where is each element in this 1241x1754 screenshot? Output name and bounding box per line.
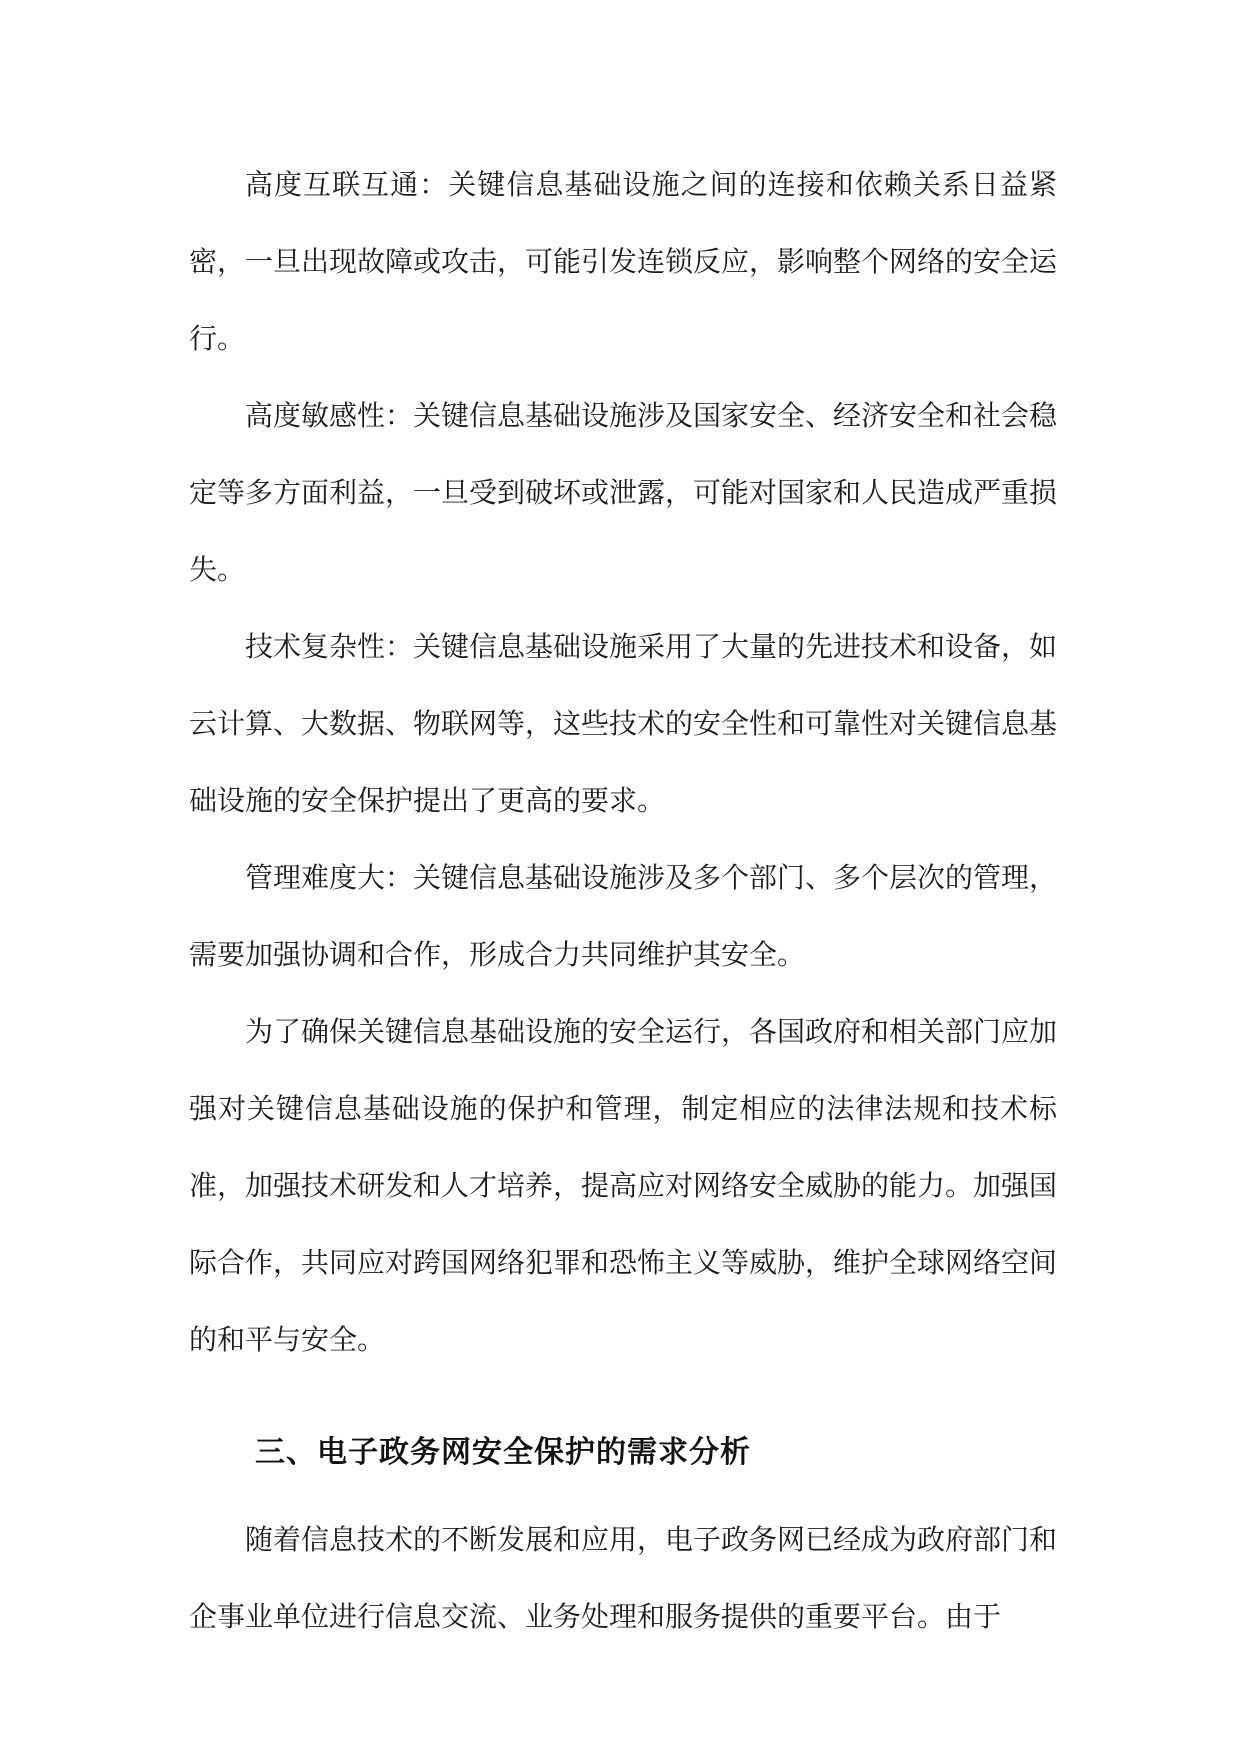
- paragraph-complexity: 技术复杂性：关键信息基础设施采用了大量的先进技术和设备，如云计算、大数据、物联网等，这些技术的安全性和可靠性对关键信息基础设施的安全保护提出了更高的要求。: [189, 630, 1058, 817]
- paragraph-sensitivity: 高度敏感性：关键信息基础设施涉及国家安全、经济安全和社会稳定等多方面利益，一旦受到破坏或泄露，可能对国家和人民造成严重损失。: [189, 399, 1058, 586]
- document-body: [189, 146, 1057, 1655]
- paragraph-interconnection: 高度互联互通：关键信息基础设施之间的连接和依赖关系日益紧密，一旦出现故障或攻击，可能引发连锁反应，影响整个网络的安全运行。: [189, 168, 1058, 355]
- paragraph-intro: 随着信息技术的不断发展和应用，电子政务网已经成为政府部门和企事业单位进行信息交流、业务处理和服务提供的重要平台。由于: [189, 1523, 1058, 1633]
- section-heading: 三、电子政务网安全保护的需求分析: [255, 1435, 751, 1470]
- paragraph-management: 管理难度大：关键信息基础设施涉及多个部门、多个层次的管理，需要加强协调和合作，形成合力共同维护其安全。: [189, 861, 1058, 971]
- paragraph-measures: 为了确保关键信息基础设施的安全运行，各国政府和相关部门应加强对关键信息基础设施的保护和管理，制定相应的法律法规和技术标准，加强技术研发和人才培养，提高应对网络安全威胁的能力。加强国际合作，共同应对跨国网络犯罪和恐怖主义等威胁，维护全球网络空间的和平与安全。: [189, 1015, 1058, 1356]
